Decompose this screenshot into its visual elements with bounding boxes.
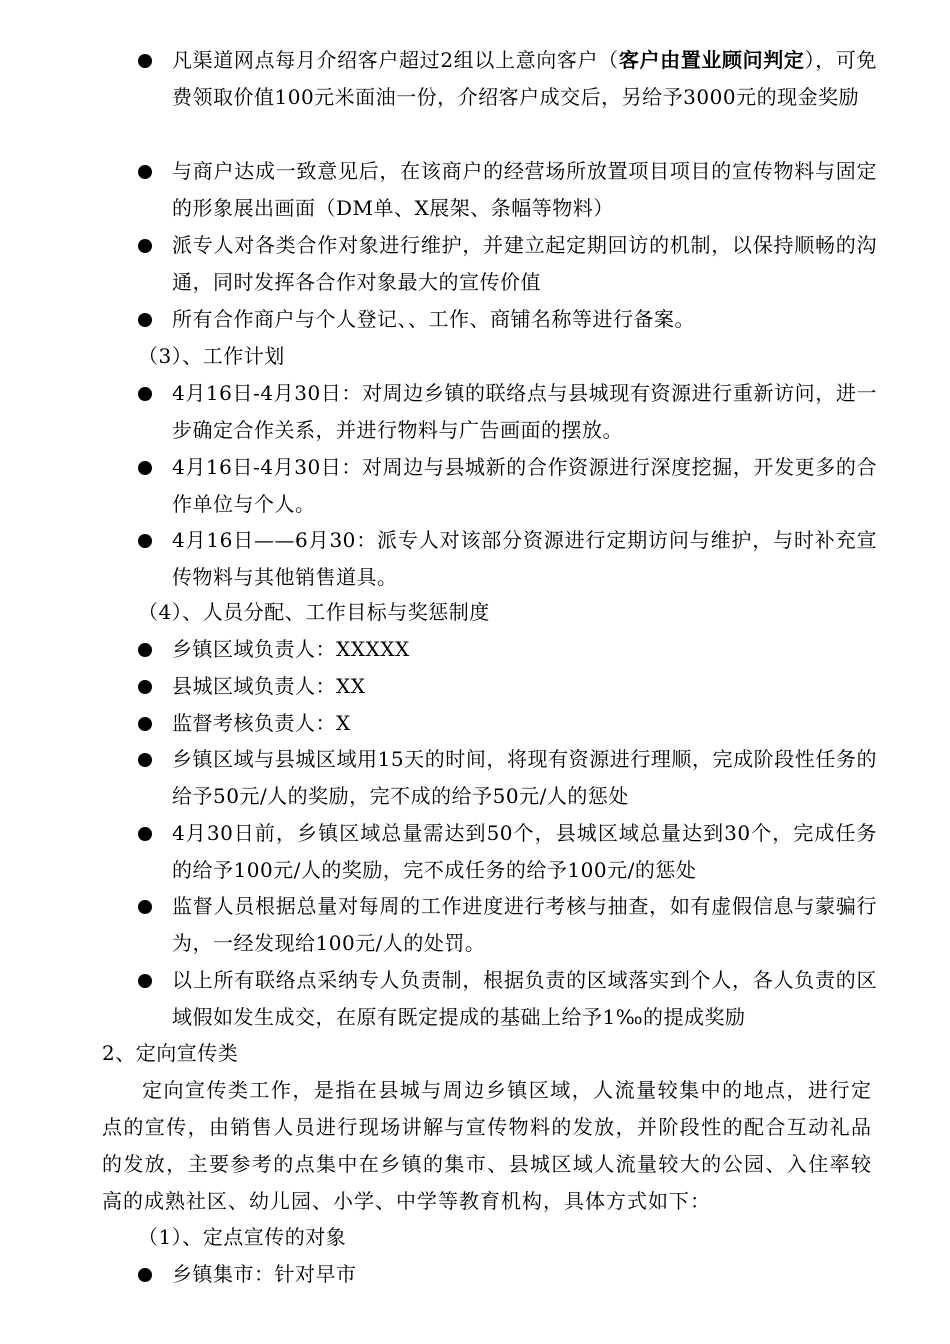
section-heading: 2、定向宣传类 bbox=[102, 1041, 239, 1065]
list-item-text: 派专人对各类合作对象进行维护，并建立起定期回访的机制，以保持顺畅的沟通，同时发挥各合作对象最大的宣传价值 bbox=[172, 233, 877, 294]
bullet-icon bbox=[138, 54, 152, 68]
bullet-icon bbox=[138, 974, 152, 988]
list-item-text: 乡镇区域负责人：XXXXX bbox=[172, 637, 410, 661]
bullet-icon bbox=[138, 1268, 152, 1282]
subsection-heading: （4）、人员分配、工作目标与奖惩制度 bbox=[138, 600, 490, 624]
bullet-icon bbox=[138, 165, 152, 179]
list-item-text: 与商户达成一致意见后，在该商户的经营场所放置项目项目的宣传物料与固定的形象展出画面（DM单、X展架、条幅等物料） bbox=[172, 159, 877, 220]
bullet-icon bbox=[138, 313, 152, 327]
bullet-icon bbox=[138, 900, 152, 914]
bullet-icon bbox=[138, 239, 152, 253]
bullet-icon bbox=[138, 643, 152, 657]
list-item-text: 4月16日——6月30：派专人对该部分资源进行定期访问与维护，与时补充宣传物料与其他销售道具。 bbox=[172, 528, 877, 589]
subsection-heading: （3）、工作计划 bbox=[138, 344, 285, 368]
list-item-text: 监督人员根据总量对每周的工作进度进行考核与抽查，如有虚假信息与蒙骗行为，一经发现给100元/人的处罚。 bbox=[172, 894, 877, 955]
list-item-text: 所有合作商户与个人登记、、工作、商铺名称等进行备案。 bbox=[172, 307, 695, 331]
list-item-text: 4月16日-4月30日：对周边乡镇的联络点与县城现有资源进行重新访问，进一步确定合作关系，并进行物料与广告画面的摆放。 bbox=[172, 381, 877, 442]
bullet-icon bbox=[138, 387, 152, 401]
text-run: ），可免费领取价值100元米面油一份，介绍客户成交后，另给予3000元的现金奖励 bbox=[172, 48, 877, 109]
bullet-icon bbox=[138, 534, 152, 548]
bullet-icon bbox=[138, 753, 152, 767]
list-item-text: 县城区域负责人：XX bbox=[172, 674, 366, 698]
body-paragraph: 定向宣传类工作，是指在县城与周边乡镇区域，人流量较集中的地点，进行定点的宣传，由销售人员进行现场讲解与宣传物料的发放，并阶段性的配合互动礼品的发放，主要参考的点集中在乡镇的集市、县城区域人流量较大的公园、入住率较高的成熟社区、幼儿园、小学、中学等教育机构，具体方式如下： bbox=[102, 1078, 872, 1213]
bullet-icon bbox=[138, 827, 152, 841]
list-item-text: 乡镇集市：针对早市 bbox=[172, 1262, 357, 1286]
subsection-heading: （1）、定点宣传的对象 bbox=[138, 1225, 347, 1249]
bullet-icon bbox=[138, 680, 152, 694]
list-item-text: 监督考核负责人：X bbox=[172, 711, 351, 735]
bullet-icon bbox=[138, 717, 152, 731]
bold-text-run: 客户由置业顾问判定 bbox=[618, 48, 805, 72]
list-item-text: 以上所有联络点采纳专人负责制，根据负责的区域落实到个人，各人负责的区域假如发生成交，在原有既定提成的基础上给予1‰的提成奖励 bbox=[172, 968, 877, 1029]
list-item-text: 4月16日-4月30日：对周边与县城新的合作资源进行深度挖掘，开发更多的合作单位与个人。 bbox=[172, 455, 877, 516]
list-item-text: 4月30日前，乡镇区域总量需达到50个，县城区域总量达到30个，完成任务的给予100元/人的奖励，完不成任务的给予100元/的惩处 bbox=[172, 821, 877, 882]
list-item-text bbox=[172, 42, 877, 116]
list-item-text: 乡镇区域与县城区域用15天的时间，将现有资源进行理顺，完成阶段性任务的给予50元/人的奖励，完不成的给予50元/人的惩处 bbox=[172, 747, 877, 808]
text-run: 凡渠道网点每月介绍客户超过2组以上意向客户（ bbox=[172, 48, 619, 72]
bullet-icon bbox=[138, 461, 152, 475]
